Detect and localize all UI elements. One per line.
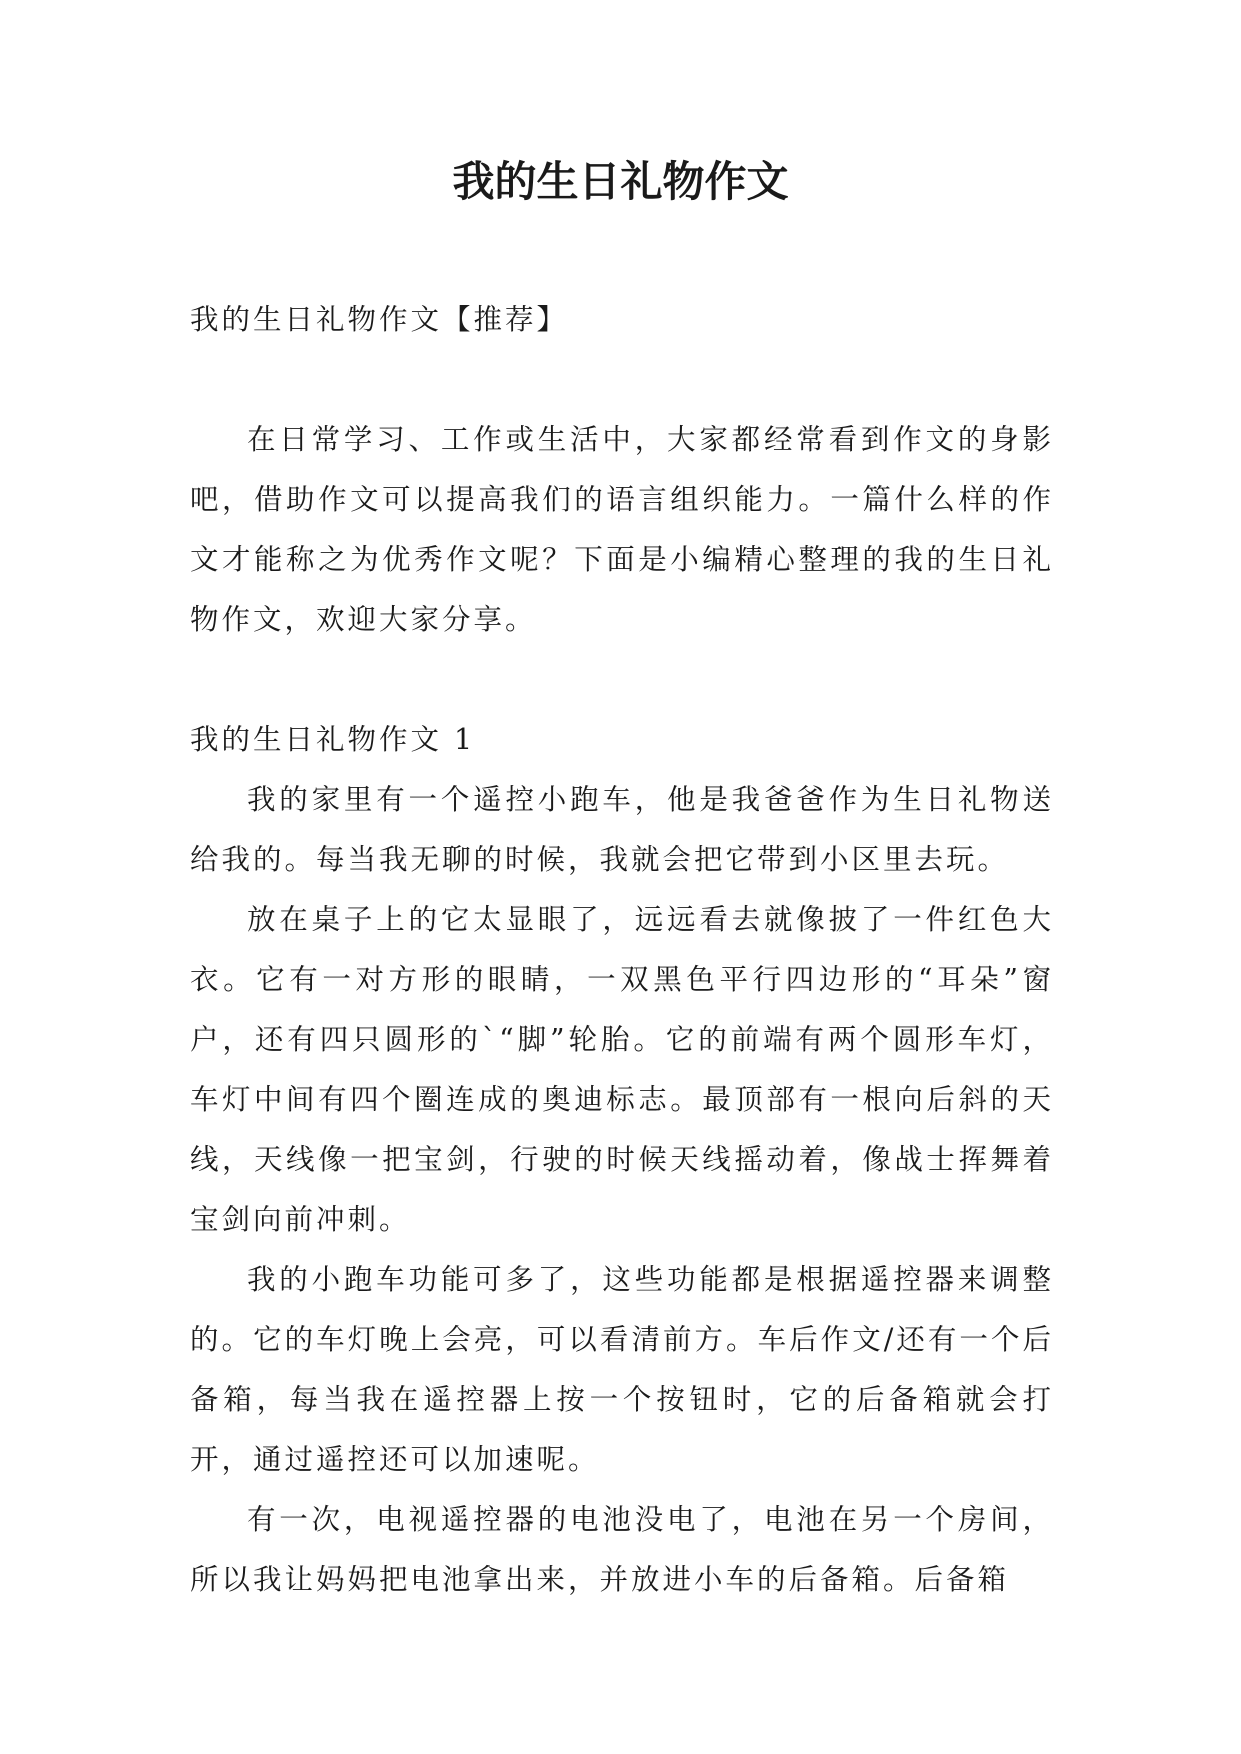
document-body bbox=[190, 290, 1054, 1610]
body-paragraph: 有一次，电视遥控器的电池没电了，电池在另一个房间，所以我让妈妈把电池拿出来，并放进小车的后备箱。后备箱 bbox=[190, 1503, 1054, 1596]
body-paragraph: 我的小跑车功能可多了，这些功能都是根据遥控器来调整的。它的车灯晚上会亮，可以看清前方。车后作文/还有一个后备箱，每当我在遥控器上按一个按钮时，它的后备箱就会打开，通过遥控还可以加速呢。 bbox=[190, 1263, 1054, 1476]
body-paragraph: 放在桌子上的它太显眼了，远远看去就像披了一件红色大衣。它有一对方形的眼睛，一双黑色平行四边形的“耳朵”窗户，还有四只圆形的`“脚”轮胎。它的前端有两个圆形车灯，车灯中间有四个圈连成的奥迪标志。最顶部有一根向后斜的天线，天线像一把宝剑，行驶的时候天线摇动着，像战士挥舞着宝剑向前冲刺。 bbox=[190, 903, 1054, 1236]
spacer bbox=[190, 350, 1054, 410]
page-title: 我的生日礼物作文 bbox=[452, 157, 789, 206]
body-paragraph: 我的家里有一个遥控小跑车，他是我爸爸作为生日礼物送给我的。每当我无聊的时候，我就会把它带到小区里去玩。 bbox=[190, 783, 1054, 876]
spacer bbox=[190, 650, 1054, 710]
document-subtitle: 我的生日礼物作文【推荐】 bbox=[190, 303, 569, 336]
intro-paragraph: 在日常学习、工作或生活中，大家都经常看到作文的身影吧，借助作文可以提高我们的语言组织能力。一篇什么样的作文才能称之为优秀作文呢？下面是小编精心整理的我的生日礼物作文，欢迎大家分享。 bbox=[190, 423, 1054, 636]
section-heading: 我的生日礼物作文 1 bbox=[190, 723, 476, 756]
